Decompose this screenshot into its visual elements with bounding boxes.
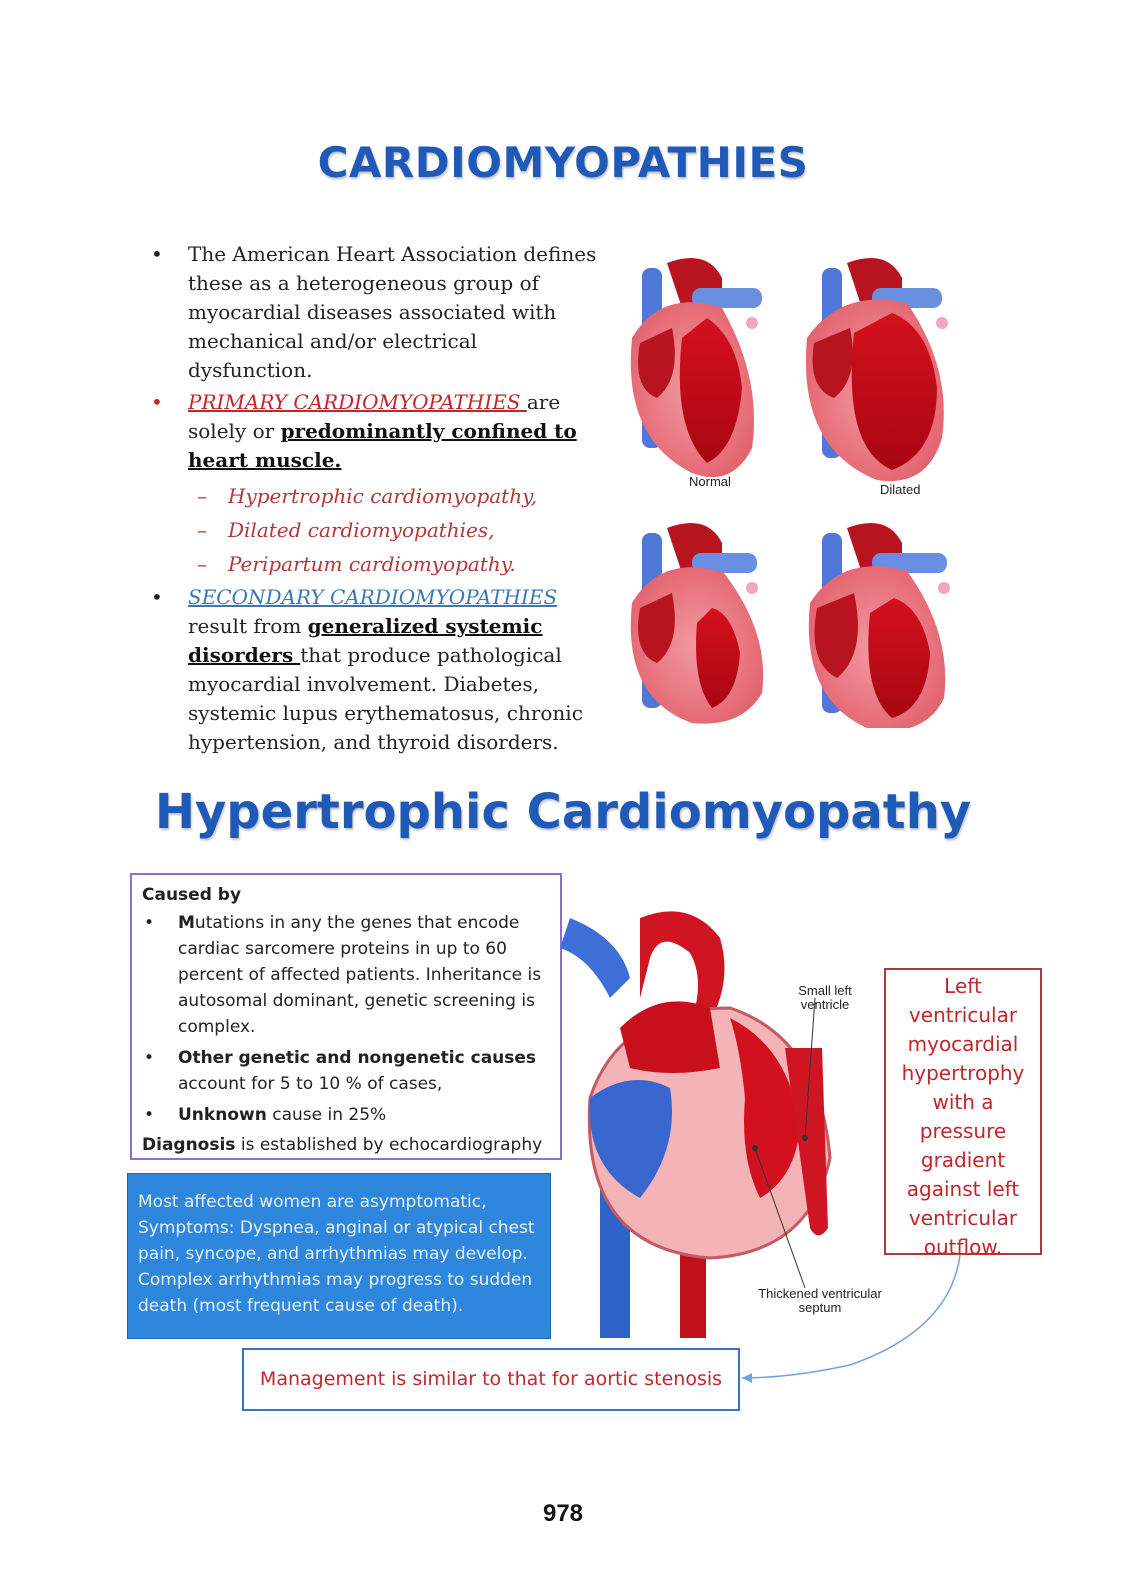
cause-item bbox=[142, 910, 550, 1040]
sub-item bbox=[145, 513, 605, 547]
cause-bold: Unknown bbox=[178, 1105, 267, 1125]
cardiomyopathy-bullets bbox=[145, 240, 605, 757]
heart-comparison-figure bbox=[612, 248, 982, 728]
heart-dilated bbox=[806, 258, 948, 481]
bullet-secondary bbox=[145, 583, 605, 757]
primary-heading: PRIMARY CARDIOMYOPATHIES bbox=[188, 390, 527, 414]
bullet-primary bbox=[145, 388, 605, 475]
symptoms-box: Most affected women are asymptomatic, Symptoms: Dyspnea, anginal or atypical chest pain, syncope, and arrhythmias may develop. Complex arrhythmias may progress to sudden death (most frequent cause of death). bbox=[127, 1173, 551, 1339]
cause-text: utations in any the genes that encode cardiac sarcomere proteins in up to 60 percent of affected patients. Inheritance is autosomal dominant, genetic screening is complex. bbox=[178, 913, 542, 1037]
heart-normal bbox=[631, 258, 762, 477]
secondary-heading: SECONDARY CARDIOMYOPATHIES bbox=[188, 585, 558, 609]
bullet-text: are solely or bbox=[188, 390, 561, 443]
lv-hypertrophy-box: Left ventricular myocardial hypertrophy with a pressure gradient against left ventricular outflow. bbox=[884, 968, 1042, 1255]
cause-text: account for 5 to 10 % of cases, bbox=[178, 1074, 443, 1094]
sub-item-text: Peripartum cardiomyopathy. bbox=[228, 552, 516, 576]
heart-hypertrophic bbox=[631, 523, 763, 724]
sub-item-text: Dilated cardiomyopathies, bbox=[228, 518, 495, 542]
diagnosis-bold: Diagnosis bbox=[142, 1135, 236, 1155]
bullet-dot: • bbox=[151, 390, 163, 414]
label-thickened-septum: Thickened ventricular septum bbox=[758, 1286, 882, 1315]
bullet-dot: • bbox=[151, 585, 163, 609]
dash: – bbox=[197, 518, 207, 542]
hearts-illustration bbox=[612, 248, 982, 728]
management-box: Management is similar to that for aortic stenosis bbox=[242, 1348, 740, 1411]
heart-restrictive bbox=[809, 523, 950, 728]
bullet-text: result from bbox=[188, 614, 308, 638]
bullet-emphasis: predominantly confined to heart muscle. bbox=[188, 419, 577, 472]
bullet-dot: • bbox=[144, 1105, 155, 1125]
bullet-dot: • bbox=[151, 242, 163, 266]
page-title: CARDIOMYOPATHIES bbox=[317, 138, 809, 187]
bullet-dot: • bbox=[144, 913, 155, 933]
bullet-definition bbox=[145, 240, 605, 385]
dash: – bbox=[197, 484, 207, 508]
sub-item-text: Hypertrophic cardiomyopathy, bbox=[228, 484, 538, 508]
caused-by-heading: Caused by bbox=[142, 885, 242, 905]
section-title: Hypertrophic Cardiomyopathy bbox=[154, 784, 972, 840]
cause-bold: M bbox=[178, 913, 195, 933]
cause-item bbox=[142, 1102, 550, 1128]
bullet-emphasis: generalized systemic disorders bbox=[188, 614, 543, 667]
cause-text: cause in 25% bbox=[266, 1105, 387, 1125]
page-number: 978 bbox=[542, 1500, 584, 1527]
cause-item bbox=[142, 1045, 550, 1097]
bullet-dot: • bbox=[144, 1048, 155, 1068]
diagnosis-line bbox=[142, 1132, 550, 1158]
diagnosis-text: is established by echocardiography bbox=[235, 1135, 543, 1155]
label-small-left-ventricle: Small left ventricle bbox=[798, 983, 852, 1012]
cause-bold: Other genetic and nongenetic causes bbox=[178, 1048, 537, 1068]
dash: – bbox=[197, 552, 207, 576]
sub-item bbox=[145, 547, 605, 581]
bullet-text: that produce pathological myocardial involvement. Diabetes, systemic lupus erythematosus, chronic hypertension, and thyroid disorders. bbox=[188, 643, 583, 754]
causes-box bbox=[130, 873, 562, 1160]
bullet-text: The American Heart Association defines these as a heterogeneous group of myocardial diseases associated with mechanical and/or electrical dysfunction. bbox=[188, 242, 597, 382]
connector-arrow bbox=[730, 1250, 980, 1390]
label-normal: Normal bbox=[689, 474, 731, 489]
sub-item bbox=[145, 479, 605, 513]
label-dilated: Dilated bbox=[880, 482, 921, 497]
